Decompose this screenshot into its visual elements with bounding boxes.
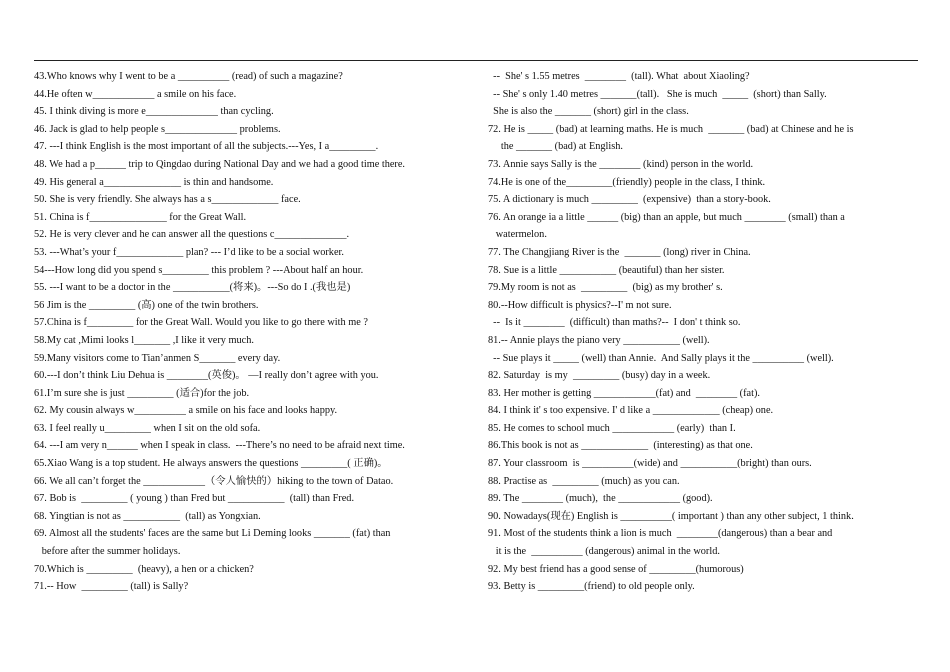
exercise-line: 72. He is _____ (bad) at learning maths. He is much _______ (bad) at Chinese and he is — [488, 123, 854, 135]
exercise-line: 54---How long did you spend s_________ this problem ? ---About half an hour. — [34, 264, 364, 276]
exercise-line: 46. Jack is glad to help people s______________ problems. — [34, 123, 281, 135]
exercise-line: 70.Which is _________ (heavy), a hen or a chicken? — [34, 563, 254, 575]
exercise-line: 59.Many visitors come to Tian’anmen S_______ every day. — [34, 352, 281, 364]
exercise-line: 55. ---I want to be a doctor in the ___________(将来)。---So do I .(我也是) — [34, 282, 351, 294]
exercise-line: 80.--How difficult is physics?--I' m not sure. — [488, 299, 672, 311]
exercise-line: watermelon. — [488, 229, 547, 241]
exercise-line: 92. My best friend has a good sense of _________(humorous) — [488, 563, 744, 575]
exercise-line: 89. The ________ (much), the ____________ (good). — [488, 493, 713, 505]
exercise-line: 61.I’m sure she is just _________ (适合)for the job. — [34, 387, 250, 399]
left-column — [34, 68, 466, 596]
exercise-line: 88. Practise as _________ (much) as you can. — [488, 475, 680, 487]
exercise-line: 63. I feel really u_________ when I sit on the old sofa. — [34, 422, 261, 434]
exercise-line: 43.Who knows why I went to be a __________ (read) of such a magazine? — [34, 71, 343, 82]
exercise-line: 81.-- Annie plays the piano very ___________ (well). — [488, 334, 710, 346]
exercise-line: 90. Nowadays(现在) English is __________( important ) than any other subject, 1 think. — [488, 510, 854, 522]
exercise-line: 71.-- How _________ (tall) is Sally? — [34, 581, 189, 593]
exercise-line: 86.This book is not as _____________ (interesting) as that one. — [488, 440, 753, 452]
exercise-line: She is also the _______ (short) girl in the class. — [488, 106, 689, 118]
exercise-line: 44.He often w____________ a smile on his face. — [34, 88, 237, 100]
exercise-line: 82. Saturday is my _________ (busy) day in a week. — [488, 370, 711, 382]
exercise-line: 62. My cousin always w__________ a smile on his face and looks happy. — [34, 405, 338, 417]
exercise-line: 57.China is f_________ for the Great Wall. Would you like to go there with me ? — [34, 317, 368, 329]
exercise-line: 87. Your classroom is __________(wide) and ___________(bright) than ours. — [488, 458, 812, 470]
exercise-line: before after the summer holidays. — [34, 546, 181, 558]
exercise-line: 67. Bob is _________ ( young ) than Fred but ___________ (tall) than Fred. — [34, 493, 355, 505]
exercise-line: the _______ (bad) at English. — [488, 141, 623, 153]
exercise-line: 93. Betty is _________(friend) to old people only. — [488, 581, 695, 593]
exercise-line: 83. Her mother is getting ____________(fat) and ________ (fat). — [488, 387, 760, 399]
exercise-line: 66. We all can’t forget the ____________（令人愉快的）hiking to the town of Datao. — [34, 475, 394, 487]
exercise-line: 69. Almost all the students' faces are the same but Li Deming looks _______ (fat) than — [34, 528, 391, 540]
exercise-line: 60.---I don’t think Liu Dehua is ________(英俊)。 —I really don’t agree with you. — [34, 370, 379, 382]
exercise-line: 64. ---I am very n______ when I speak in class. ---There’s no need to be afraid next time. — [34, 440, 405, 452]
exercise-line: 49. His general a_______________ is thin and handsome. — [34, 176, 274, 188]
header-rule — [34, 60, 918, 61]
exercise-line: -- She' s 1.55 metres ________ (tall). What about Xiaoling? — [488, 71, 750, 82]
exercise-line: 68. Yingtian is not as ___________ (tall) as Yongxian. — [34, 510, 261, 522]
exercise-line: 78. Sue is a little ___________ (beautiful) than her sister. — [488, 264, 725, 276]
exercise-line: 50. She is very friendly. She always has a s_____________ face. — [34, 194, 301, 206]
exercise-line: 85. He comes to school much ____________ (early) than I. — [488, 422, 736, 434]
exercise-line: 53. ---What’s your f_____________ plan? --- I’d like to be a social worker. — [34, 246, 344, 258]
exercise-line: -- She' s only 1.40 metres _______(tall). She is much _____ (short) than Sally. — [488, 88, 827, 100]
exercise-line: 65.Xiao Wang is a top student. He always answers the questions _________( 正确)。 — [34, 458, 388, 470]
exercise-line: it is the __________ (dangerous) animal in the world. — [488, 546, 720, 558]
right-column — [488, 68, 920, 596]
exercise-line: 47. ---I think English is the most important of all the subjects.---Yes, I a_________. — [34, 141, 379, 153]
exercise-line: 48. We had a p______ trip to Qingdao during National Day and we had a good time there. — [34, 158, 406, 170]
exercise-line: -- Sue plays it _____ (well) than Annie. And Sally plays it the __________ (well). — [488, 352, 834, 364]
exercise-line: 51. China is f_______________ for the Great Wall. — [34, 211, 247, 223]
exercise-line: 79.My room is not as _________ (big) as my brother' s. — [488, 282, 723, 294]
exercise-line: 73. Annie says Sally is the ________ (kind) person in the world. — [488, 158, 754, 170]
exercise-line: 75. A dictionary is much _________ (expensive) than a story-book. — [488, 194, 771, 206]
exercise-line: 56 Jim is the _________ (高) one of the twin brothers. — [34, 299, 259, 311]
exercise-line: 74.He is one of the_________(friendly) people in the class, I think. — [488, 176, 766, 188]
exercise-line: 76. An orange ia a little ______ (big) than an apple, but much ________ (small) than a — [488, 211, 845, 223]
exercise-line: -- Is it ________ (difficult) than maths?-- I don' t think so. — [488, 317, 741, 329]
exercise-line: 58.My cat ,Mimi looks l_______ ,I like it very much. — [34, 334, 254, 346]
exercise-line: 52. He is very clever and he can answer all the questions c______________. — [34, 229, 350, 241]
exercise-line: 84. I think it' s too expensive. I' d like a _____________ (cheap) one. — [488, 405, 774, 417]
exercise-line: 91. Most of the students think a lion is much ________(dangerous) than a bear and — [488, 528, 833, 540]
exercise-line: 45. I think diving is more e______________ than cycling. — [34, 106, 274, 118]
exercise-line: 77. The Changjiang River is the _______ (long) river in China. — [488, 246, 751, 258]
